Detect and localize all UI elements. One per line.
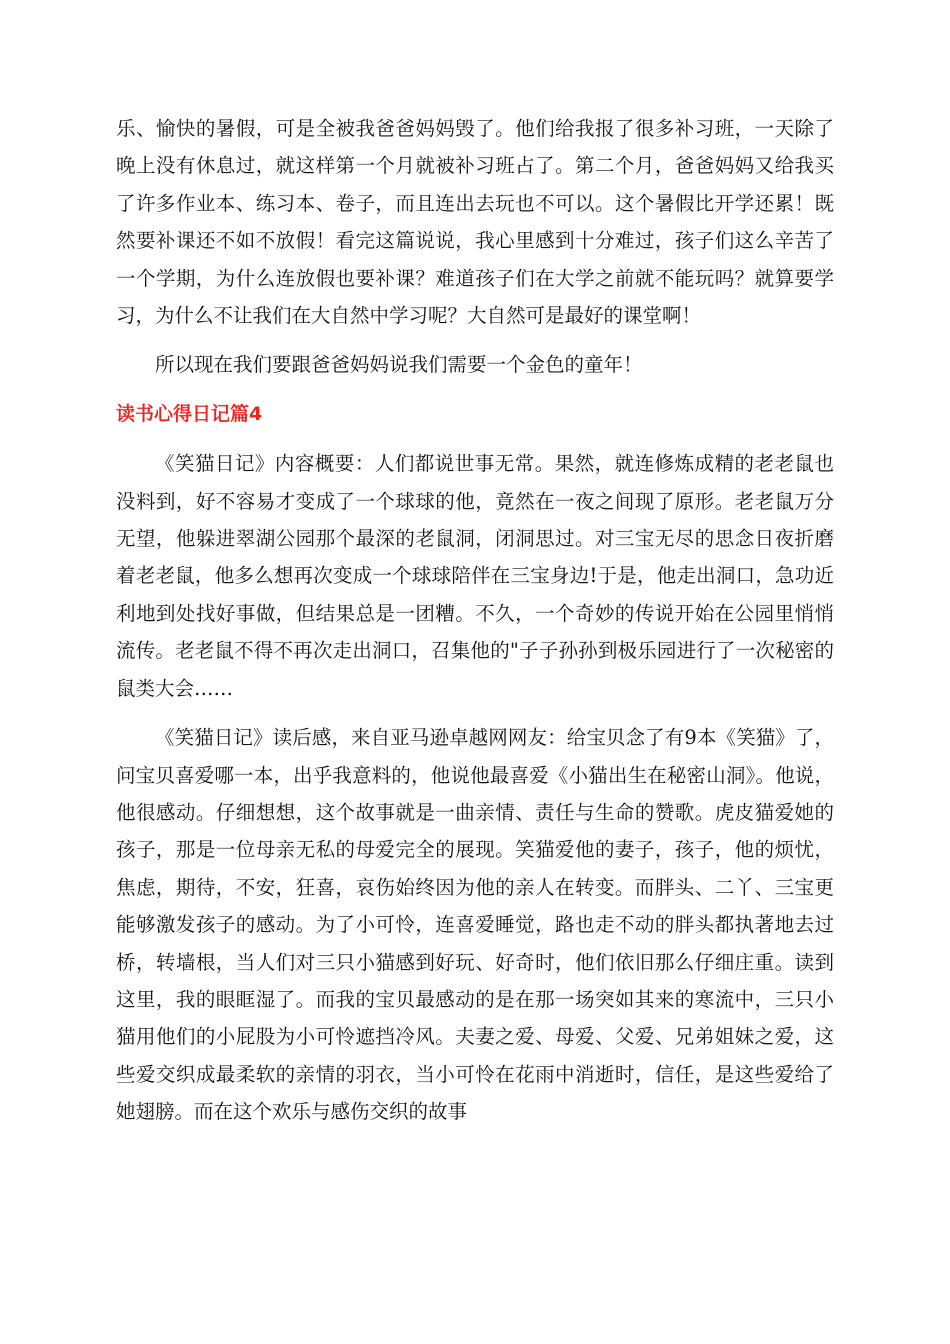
paragraph-summary: 《笑猫日记》内容概要：人们都说世事无常。果然，就连修炼成精的老老鼠也没料到，好不容易才变成了一个球球的他，竟然在一夜之间现了原形。老老鼠万分无望，他躲进翠湖公园那个最深的老鼠洞，闭洞思过。对三宝无尽的思念日夜折磨着老老鼠，他多么想再次变成一个球球陪伴在三宝身边!于是，他走出洞口，急功近利地到处找好事做，但结果总是一团糟。不久，一个奇妙的传说开始在公园里悄悄流传。老老鼠不得不再次走出洞口，召集他的"子子孙孙到极乐园进行了一次秘密的鼠类大会……: [116, 452, 834, 700]
section-heading: 读书心得日记篇4: [116, 402, 263, 425]
paragraph-review: 《笑猫日记》读后感，来自亚马逊卓越网网友：给宝贝念了有9本《笑猫》了，问宝贝喜爱哪一本，出乎我意料的，他说他最喜爱《小猫出生在秘密山洞》。他说，他很感动。仔细想想，这个故事就是一曲亲情、责任与生命的赞歌。虎皮猫爱她的孩子，那是一位母亲无私的母爱完全的展现。笑猫爱他的妻子，孩子，他的烦忧，焦虑，期待，不安，狂喜，哀伤始终因为他的亲人在转变。而胖头、二丫、三宝更能够激发孩子的感动。为了小可怜，连喜爱睡觉，路也走不动的胖头都执著地去过桥，转墙根，当人们对三只小猫感到好玩、好奇时，他们依旧那么仔细庄重。读到这里，我的眼眶湿了。而我的宝贝最感动的是在那一场突如其来的寒流中，三只小猫用他们的小屁股为小可怜遮挡冷风。夫妻之爱、母爱、父爱、兄弟姐妹之爱，这些爱交织成最柔软的亲情的羽衣，当小可怜在花雨中消逝时，信任，是这些爱给了她翅膀。而在这个欢乐与感伤交织的故事: [116, 726, 834, 1124]
paragraph-conclusion: 所以现在我们要跟爸爸妈妈说我们需要一个金色的童年！: [155, 353, 643, 377]
document-body: [116, 110, 834, 1143]
paragraph-continued: 乐、愉快的暑假，可是全被我爸爸妈妈毁了。他们给我报了很多补习班，一天除了晚上没有休息过，就这样第一个月就被补习班占了。第二个月，爸爸妈妈又给我买了许多作业本、练习本、卷子，而且连出去玩也不可以。这个暑假比开学还累！既然要补课还不如不放假！看完这篇说说，我心里感到十分难过，孩子们这么辛苦了一个学期，为什么连放假也要补课？难道孩子们在大学之前就不能玩吗？就算要学习，为什么不让我们在大自然中学习呢？大自然可是最好的课堂啊！: [116, 117, 834, 328]
